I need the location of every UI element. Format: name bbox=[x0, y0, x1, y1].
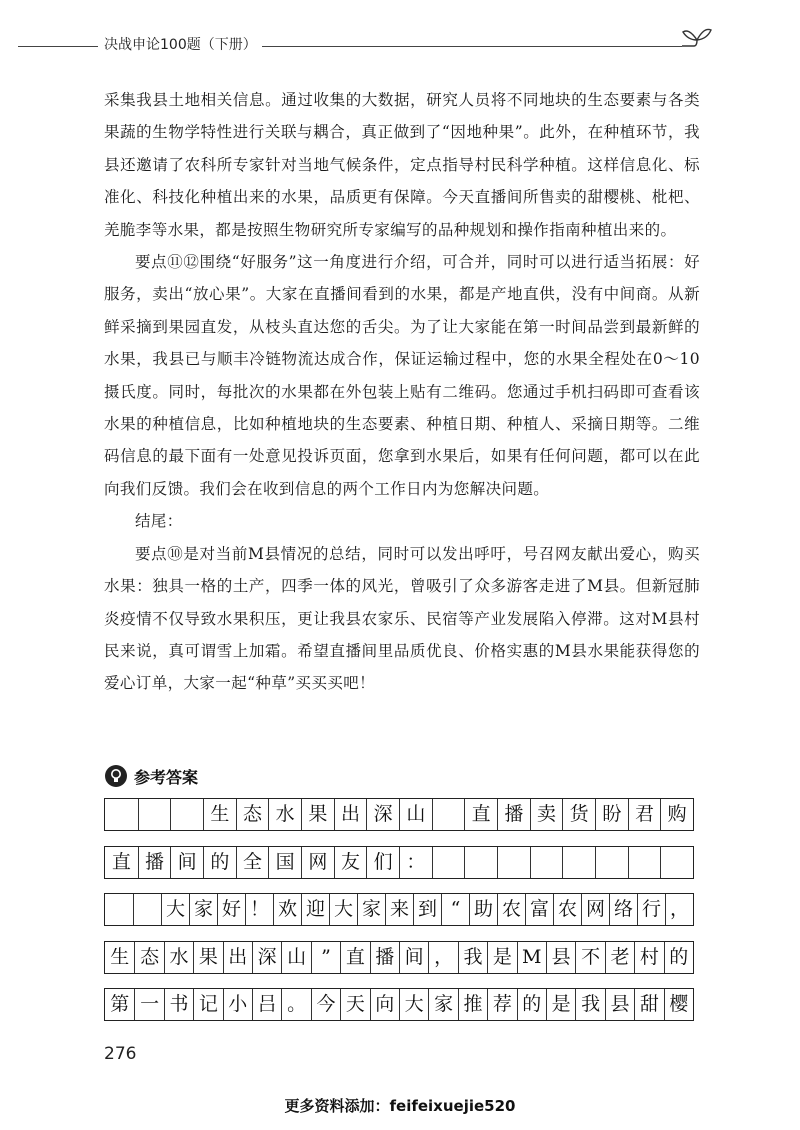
grid-row bbox=[104, 846, 694, 879]
header-rule-left bbox=[18, 46, 98, 47]
grid-cell: 的 bbox=[664, 942, 693, 973]
grid-cell: ： bbox=[399, 847, 432, 878]
grid-cell: 深 bbox=[252, 942, 281, 973]
grid-cell: 间 bbox=[399, 942, 428, 973]
grid-cell: 我 bbox=[575, 989, 604, 1020]
grid-cell: 家 bbox=[189, 894, 217, 925]
grid-cell: 家 bbox=[428, 989, 457, 1020]
grid-cell: 货 bbox=[562, 799, 595, 830]
grid-cell: 深 bbox=[366, 799, 399, 830]
running-header-title: 决战申论100题（下册） bbox=[104, 37, 257, 53]
paragraph: 采集我县土地相关信息。通过收集的大数据，研究人员将不同地块的生态要素与各类果蔬的生物学特性进行关联与耦合，真正做到了“因地种果”。此外，在种植环节，我县还邀请了农科所专家针对当地气候条件，定点指导村民科学种植。这样信息化、标准化、科技化种植出来的水果，品质更有保障。今天直播间所售卖的甜樱桃、枇杷、羌脆李等水果，都是按照生物研究所专家编写的品种规划和操作指南种植出来的。 bbox=[104, 91, 700, 239]
grid-cell: 直 bbox=[464, 799, 497, 830]
sprout-icon bbox=[680, 24, 714, 52]
grid-cell: 行 bbox=[637, 894, 665, 925]
answer-heading-label: 参考答案 bbox=[134, 767, 199, 787]
paragraph: 要点⑪⑫围绕“好服务”这一角度进行介绍，可合并，同时可以进行适当拓展：好服务，卖出“放心果”。大家在直播间看到的水果，都是产地直供，没有中间商。从新鲜采摘到果园直发，从枝头直达您的舌尖。为了让大家能在第一时间品尝到最新鲜的水果，我县已与顺丰冷链物流达成合作，保证运输过程中，您的水果全程处在0～10摄氏度。同时，每批次的水果都在外包装上贴有二维码。您通过手机扫码即可查看该水果的种植信息，比如种植地块的生态要素、种植日期、种植人、采摘日期等。二维码信息的最下面有一处意见投诉页面，您拿到水果后，如果有任何问题，都可以在此向我们反馈。我们会在收到信息的两个工作日内为您解决问题。 bbox=[104, 253, 700, 498]
answer-heading bbox=[104, 762, 198, 790]
footer-note: 更多资料添加：feifeixuejie520 bbox=[284, 1097, 516, 1115]
grid-cell: 水 bbox=[268, 799, 301, 830]
grid-cell: M bbox=[517, 942, 546, 973]
grid-cell bbox=[562, 847, 595, 878]
grid-row bbox=[104, 798, 694, 831]
grid-cell: 出 bbox=[334, 799, 367, 830]
grid-cell bbox=[464, 847, 497, 878]
grid-cell: 盼 bbox=[595, 799, 628, 830]
grid-cell: 来 bbox=[385, 894, 413, 925]
grid-cell: 小 bbox=[223, 989, 252, 1020]
grid-cell: ， bbox=[665, 894, 693, 925]
grid-cell: 果 bbox=[301, 799, 334, 830]
header-rule-right bbox=[262, 46, 682, 47]
grid-cell bbox=[432, 799, 465, 830]
grid-cell bbox=[497, 847, 530, 878]
grid-cell: 不 bbox=[575, 942, 604, 973]
section-label-ending: 结尾： bbox=[135, 512, 183, 531]
grid-cell: 县 bbox=[605, 989, 634, 1020]
grid-cell: 助 bbox=[469, 894, 497, 925]
grid-cell: 播 bbox=[370, 942, 399, 973]
grid-cell: 天 bbox=[340, 989, 369, 1020]
grid-cell: 网 bbox=[581, 894, 609, 925]
grid-cell bbox=[595, 847, 628, 878]
grid-cell: 富 bbox=[525, 894, 553, 925]
grid-cell: 购 bbox=[660, 799, 693, 830]
grid-cell: 生 bbox=[110, 945, 130, 968]
grid-cell bbox=[138, 799, 171, 830]
grid-cell bbox=[530, 847, 563, 878]
grid-cell: 山 bbox=[281, 942, 310, 973]
grid-cell: 到 bbox=[413, 894, 441, 925]
grid-cell: 大 bbox=[161, 894, 189, 925]
grid-row bbox=[104, 893, 694, 926]
answer-writing-grid bbox=[104, 798, 694, 1036]
grid-cell: 吕 bbox=[252, 989, 281, 1020]
grid-cell: 的 bbox=[517, 989, 546, 1020]
grid-cell: 记 bbox=[193, 989, 222, 1020]
grid-cell: 网 bbox=[301, 847, 334, 878]
grid-cell: 友 bbox=[334, 847, 367, 878]
grid-cell: 大 bbox=[329, 894, 357, 925]
grid-cell: 荐 bbox=[487, 989, 516, 1020]
grid-cell: 态 bbox=[236, 799, 269, 830]
grid-cell: 老 bbox=[605, 942, 634, 973]
grid-cell bbox=[133, 894, 161, 925]
grid-cell: 络 bbox=[609, 894, 637, 925]
grid-cell: 果 bbox=[193, 942, 222, 973]
grid-cell: 向 bbox=[370, 989, 399, 1020]
page-number: 276 bbox=[104, 1044, 137, 1064]
grid-cell: 推 bbox=[458, 989, 487, 1020]
grid-cell: 山 bbox=[399, 799, 432, 830]
grid-cell: 县 bbox=[546, 942, 575, 973]
grid-cell: 农 bbox=[497, 894, 525, 925]
grid-cell: 一 bbox=[134, 989, 163, 1020]
grid-cell: 今 bbox=[311, 989, 340, 1020]
grid-row bbox=[104, 988, 694, 1021]
grid-cell: 间 bbox=[170, 847, 203, 878]
grid-cell: 出 bbox=[223, 942, 252, 973]
grid-cell: 直 bbox=[111, 850, 131, 873]
grid-cell: 君 bbox=[628, 799, 661, 830]
grid-cell: 甜 bbox=[634, 989, 663, 1020]
grid-cell: 播 bbox=[138, 847, 171, 878]
lightbulb-badge-icon bbox=[104, 764, 128, 788]
grid-cell: 全 bbox=[236, 847, 269, 878]
grid-cell: 迎 bbox=[301, 894, 329, 925]
grid-cell bbox=[105, 799, 138, 830]
grid-cell: 我 bbox=[458, 942, 487, 973]
grid-cell: ， bbox=[428, 942, 457, 973]
grid-cell: “ bbox=[441, 894, 469, 925]
grid-cell bbox=[105, 894, 133, 925]
grid-cell: 生 bbox=[203, 799, 236, 830]
grid-cell: 家 bbox=[357, 894, 385, 925]
grid-cell: 好 bbox=[217, 894, 245, 925]
grid-cell bbox=[628, 847, 661, 878]
grid-cell: 播 bbox=[497, 799, 530, 830]
grid-cell: 态 bbox=[134, 942, 163, 973]
grid-cell: 国 bbox=[268, 847, 301, 878]
grid-cell: 书 bbox=[164, 989, 193, 1020]
grid-cell: 大 bbox=[399, 989, 428, 1020]
grid-cell: 水 bbox=[164, 942, 193, 973]
grid-cell: 是 bbox=[546, 989, 575, 1020]
grid-cell: 们 bbox=[366, 847, 399, 878]
grid-cell: 卖 bbox=[530, 799, 563, 830]
grid-cell bbox=[660, 847, 693, 878]
grid-cell: 。 bbox=[281, 989, 310, 1020]
grid-cell: 农 bbox=[553, 894, 581, 925]
grid-cell: 是 bbox=[487, 942, 516, 973]
paragraph: 要点⑩是对当前M县情况的总结，同时可以发出呼吁，号召网友献出爱心，购买水果：独具一格的土产，四季一体的风光，曾吸引了众多游客走进了M县。但新冠肺炎疫情不仅导致水果积压，更让我县农家乐、民宿等产业发展陷入停滞。这对M县村民来说，真可谓雪上加霜。希望直播间里品质优良、价格实惠的M县水果能获得您的爱心订单，大家一起“种草”买买买吧！ bbox=[104, 544, 700, 693]
body-text bbox=[104, 84, 700, 700]
grid-cell: 樱 bbox=[664, 989, 693, 1020]
grid-cell: ” bbox=[311, 942, 340, 973]
grid-cell: 欢 bbox=[273, 894, 301, 925]
grid-row bbox=[104, 941, 694, 974]
grid-cell: ！ bbox=[245, 894, 273, 925]
grid-cell: 的 bbox=[203, 847, 236, 878]
grid-cell: 直 bbox=[340, 942, 369, 973]
grid-cell bbox=[170, 799, 203, 830]
grid-cell: 第 bbox=[110, 993, 130, 1015]
grid-cell: 村 bbox=[634, 942, 663, 973]
grid-cell bbox=[432, 847, 465, 878]
